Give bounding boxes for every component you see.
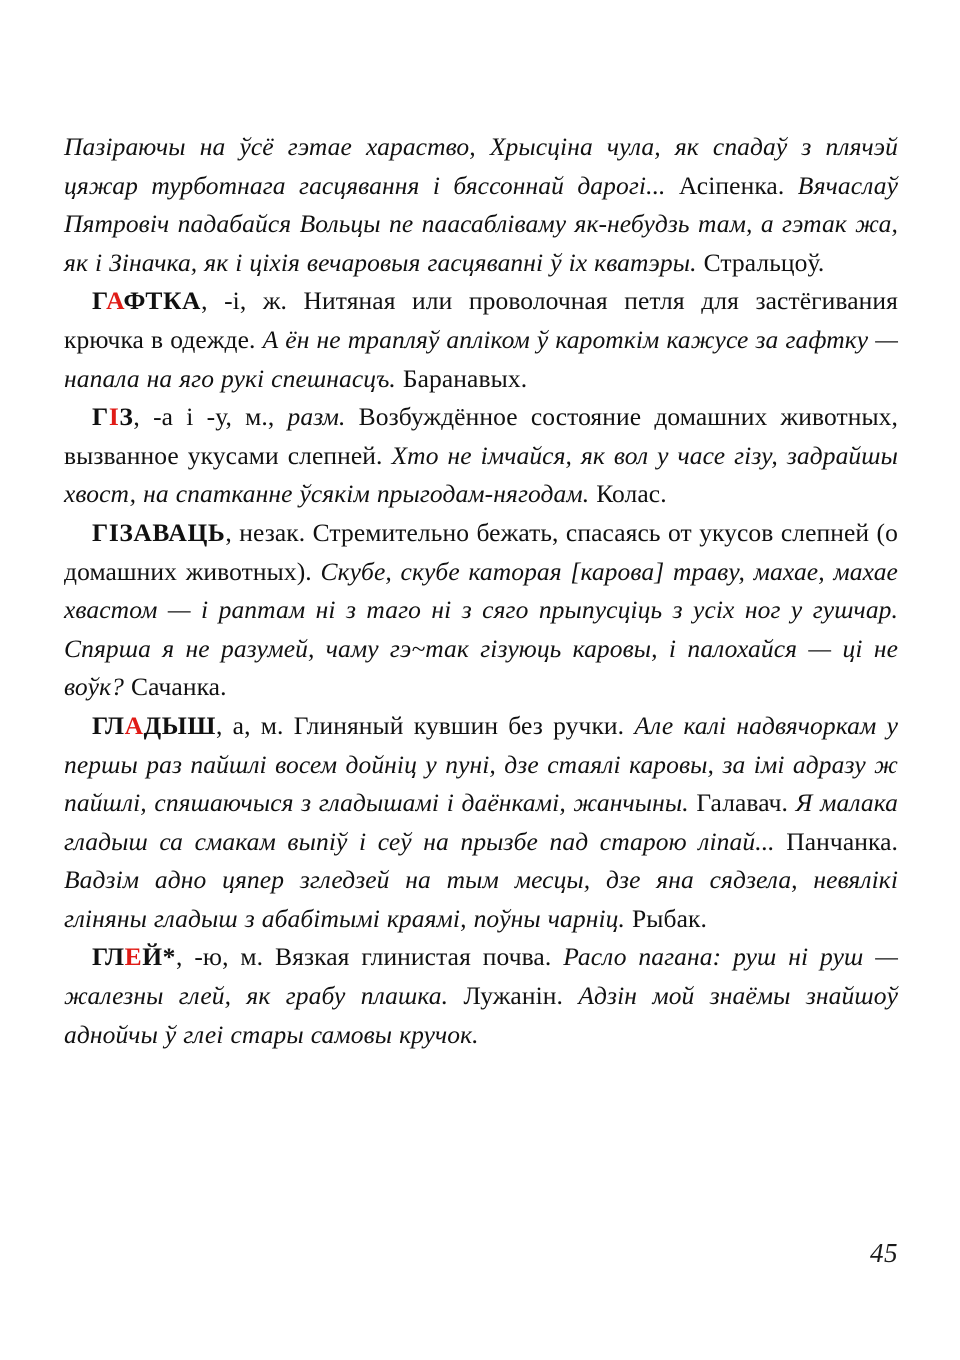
citation-source: Баранавых.	[402, 363, 528, 393]
headword-part: Й*	[142, 942, 176, 972]
citation-source: Асіпенка.	[678, 170, 798, 200]
headword-part: Г	[92, 286, 107, 316]
headword-stress-letter: А	[106, 286, 124, 316]
dictionary-entry	[64, 514, 898, 707]
usage-label: разм.	[287, 402, 359, 432]
text-column	[64, 128, 898, 1054]
grammar-note: , -і, ж.	[201, 286, 304, 316]
citation-source: Рыбак.	[631, 903, 707, 933]
paragraph-indent	[64, 514, 92, 553]
citation-text: А ён не трапляў апліком ў кароткім кажусе за гафтку — напала на яго рукі спешнасцъ.	[64, 324, 898, 393]
dictionary-entry	[64, 938, 898, 1054]
citation-text: Хто не імчайся, як вол у часе гізу, задрайшы хвост, на спатканне ўсякім прыгодам-нягодам.	[64, 440, 898, 509]
headword	[92, 402, 133, 431]
citation-text: Расло пагана: руш ні руш — жалезны глей, як грабу плашка.	[64, 942, 898, 1011]
paragraph-indent	[64, 938, 92, 977]
headword-part: ГЛ	[92, 942, 125, 972]
paragraph-indent	[64, 707, 92, 746]
paragraph-indent	[64, 282, 92, 321]
citation-text: Адзін мой знаёмы знайшоў аднойчы ў глеі стары самовы кручок.	[64, 981, 898, 1049]
grammar-note: , незак.	[225, 517, 313, 547]
citation-source: Галавач.	[696, 788, 796, 818]
citation-text: Вадзім адно цяпер згледзей на тым месцы, дзе яна сядзела, невялікі гліняны гладыш з абабітымі краямі, поўны чарніц.	[64, 865, 898, 933]
citation-source: Стральцоў.	[703, 247, 825, 277]
headword-part: ГЛ	[92, 710, 125, 740]
definition-text: Вязкая глинистая почва.	[275, 942, 564, 972]
definition-text: Возбуждённое состояние домашних животных, вызванное укусами слепней.	[64, 402, 899, 470]
dictionary-entry	[64, 707, 898, 939]
page-number: 45	[870, 1238, 898, 1268]
headword	[92, 711, 216, 740]
headword-part: ФТКА	[123, 286, 202, 316]
headword-stress-letter: А	[124, 710, 144, 740]
definition-text: Стремительно бежать, спасаясь от укусов слепней (о домашних животных).	[64, 517, 898, 586]
citation-text: Вячаслаў Пятровіч падабайся Вольцы пе паасабліваму як-небудзь там, а гэтак жа, як і Зіначка, як і ціхія вечаровыя гасцявапні ў іх кватэры.	[64, 170, 898, 277]
citation-source: Колас.	[596, 479, 667, 509]
citation-text: Але калі надвячоркам у першы раз пайшлі восем дойніц у пуні, дзе стаялі каровы, за імі адразу ж пайшлі, спяшаючыся з гладышамі і даёнкамі, жанчыны.	[64, 710, 899, 818]
dictionary-entry	[64, 398, 898, 514]
headword-part: Г	[92, 402, 109, 432]
headword	[92, 518, 225, 547]
headword-stress-letter: І	[108, 402, 120, 432]
dictionary-entry	[64, 282, 898, 398]
citation-text: Пазіраючы на ўсё гэтае хараство, Хрысціна чула, як спадаў з плячэй цяжар турботнага гасцявання і бяссоннай дарогі...	[64, 132, 898, 200]
headword	[92, 286, 201, 315]
citation-text: Я малака гладыш са смакам выпіў і сеў на прызбе пад старою ліпай...	[64, 788, 898, 856]
citation-source: Сачанка.	[130, 672, 227, 702]
citation-source: Лужанін.	[463, 981, 579, 1011]
headword-part: З	[119, 402, 134, 432]
paragraph-indent	[64, 398, 92, 437]
entry-continuation-paragraph	[64, 128, 898, 282]
headword-part: ДЫШ	[143, 710, 216, 740]
headword-stress-letter: Е	[124, 942, 143, 972]
grammar-note: , -а і -у, м.,	[133, 402, 288, 432]
headword	[92, 942, 176, 971]
headword-part: ГІЗАВАЦЬ	[92, 517, 226, 547]
definition-text: Глиняный кувшин без ручки.	[293, 710, 635, 740]
grammar-note: , -ю, м.	[175, 942, 276, 972]
definition-text: Нитяная или проволочная петля для застёгивания крючка в одежде.	[64, 286, 898, 354]
citation-text: Скубе, скубе каторая [карова] траву, махае, махае хвастом — і раптам ні з таго ні з сяго прыпусціць з усіх ног у гушчар. Спярша я не разумей, чаму гэ~так гізуюць каровы, і палохайся — ці не воўк?	[64, 556, 898, 702]
grammar-note: , а, м.	[215, 710, 294, 740]
citation-source: Панчанка.	[786, 826, 898, 856]
